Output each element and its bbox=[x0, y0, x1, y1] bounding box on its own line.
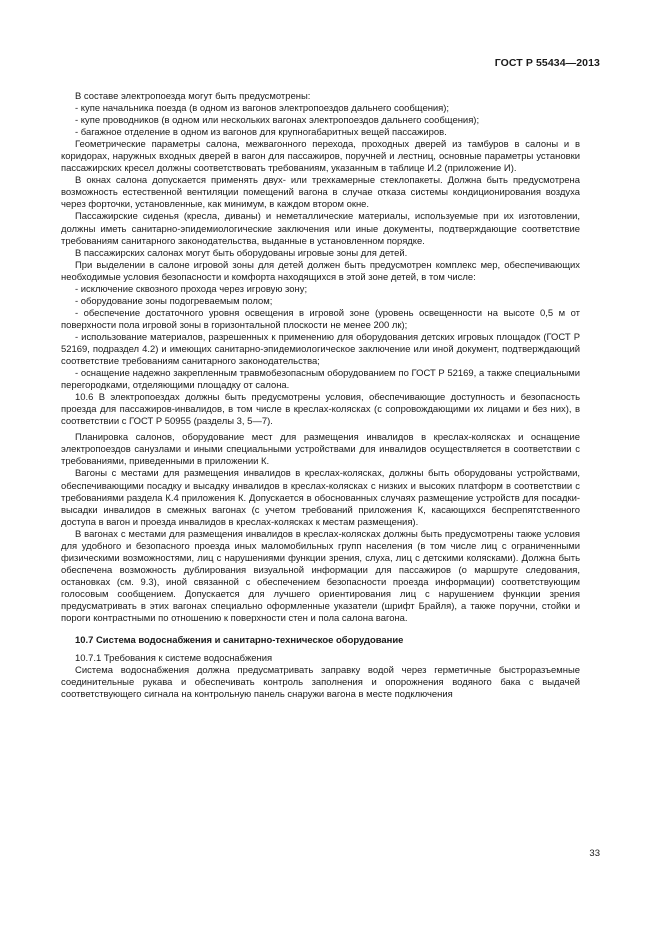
paragraph: Пассажирские сиденья (кресла, диваны) и неметаллические материалы, используемые при их изготовлении, должны иметь санитарно-эпидемиологические заключения или иные документы, подтверждающие соответствие требованиям санитарного законодательства, выданные в установленном порядке. bbox=[61, 211, 580, 247]
list-item: - купе проводников (в одном или нескольких вагонах электропоездов дальнего сообщения); bbox=[75, 115, 480, 127]
document-body bbox=[61, 91, 580, 701]
list-item: - исключение сквозного прохода через игровую зону; bbox=[75, 283, 308, 295]
list-item: - обеспечение достаточного уровня освещения в игровой зоне (уровень освещенности на высоте 0,5 м от поверхности пола игровой зоны в горизонтальной плоскости не менее 200 лк); bbox=[61, 307, 580, 331]
paragraph: В пассажирских салонах могут быть оборудованы игровые зоны для детей. bbox=[75, 247, 408, 259]
list-item: - оснащение надежно закрепленным травмобезопасным оборудованием по ГОСТ Р 52169, а также специальными перегородками, отделяющими площадку от салона. bbox=[61, 368, 580, 392]
paragraph: Система водоснабжения должна предусматривать заправку водой через герметичные быстроразъемные соединительные рукава и обеспечивать контроль заполнения и опорожнения водяного бака с выдачей соответствующего сигнала на контрольную панель снаружи вагона в месте подключения bbox=[61, 665, 580, 701]
paragraph: При выделении в салоне игровой зоны для детей должен быть предусмотрен комплекс мер, обеспечивающих необходимые условия безопасности и комфорта находящихся в этой зоне детей, в том числе: bbox=[61, 259, 580, 283]
paragraph-clause-10-6: 10.6 В электропоездах должны быть предусмотрены условия, обеспечивающие доступность и безопасность проезда для пассажиров-инвалидов, в том числе в креслах-колясках (с сопровождающими их лицами и без них), в соответствии с ГОСТ Р 50955 (разделы 3, 5—7). bbox=[61, 392, 580, 428]
list-item: - оборудование зоны подогреваемым полом; bbox=[75, 295, 273, 307]
document-code: ГОСТ Р 55434—2013 bbox=[494, 57, 600, 69]
section-heading: 10.7 Система водоснабжения и санитарно-техническое оборудование bbox=[75, 635, 404, 647]
subsection-title: 10.7.1 Требования к системе водоснабжения bbox=[75, 653, 273, 665]
page-number: 33 bbox=[589, 848, 600, 859]
paragraph: Планировка салонов, оборудование мест для размещения инвалидов в креслах-колясках и оснащение электропоездов санузлами и иными специальными устройствами для инвалидов осуществляется в соответствии с требованиями, приведенными в приложении К. bbox=[61, 432, 580, 468]
paragraph: Геометрические параметры салона, межвагонного перехода, проходных дверей из тамбуров в салоны и в коридорах, наружных входных дверей в вагон для пассажиров, поручней и лестниц, основные параметры установки пассажирских кресел должны соответствовать требованиям, указанным в таблице И.2 (приложение И). bbox=[61, 139, 580, 175]
paragraph: Вагоны с местами для размещения инвалидов в креслах-колясках, должны быть оборудованы устройствами, обеспечивающими посадку и высадку инвалидов в креслах-колясках с низких и высоких платформ в соответствии с требованиями раздела К.4 приложения К. Допускается в обоснованных случаях размещение устройств для посадки-высадки инвалидов в смежных вагонах (с учетом требований приложения К, касающихся беспрепятственного доступа в вагон и проезда инвалидов в креслах-колясках к местам размещения). bbox=[61, 468, 580, 528]
paragraph: В вагонах с местами для размещения инвалидов в креслах-колясках должны быть предусмотрены также условия для удобного и безопасного проезда иных маломобильных групп населения (в том числе лиц с ограниченными физическими возможностями, лиц с нарушениями функции зрения, слуха, лиц с детскими колясками). Должна быть обеспечена возможность дублирования визуальной информации для пассажиров (о маршруте следования, остановках (см. 9.3), иной связанной с обеспечением безопасности проезда информации) соответствующим голосовым сообщением. Допускается для лучшего ориентирования лиц с нарушением функции зрения предусматривать в этих вагонах специально оформленные указатели (шрифт Брайля), а также поручни, стойки и пороги контрастными по отношению к поверхности стен и пола салона вагона. bbox=[61, 528, 580, 625]
list-item: - купе начальника поезда (в одном из вагонов электропоездов дальнего сообщения); bbox=[75, 103, 450, 115]
paragraph: В составе электропоезда могут быть предусмотрены: bbox=[75, 91, 311, 102]
list-item: - использование материалов, разрешенных к применению для оборудования детских игровых площадок (ГОСТ Р 52169, подраздел 4.2) и имеющих санитарно-эпидемиологическое заключение или иной документ, подтверждающий соответствие требованиям санитарного законодательства; bbox=[61, 331, 580, 368]
list-item: - багажное отделение в одном из вагонов для крупногабаритных вещей пассажиров. bbox=[75, 127, 447, 139]
paragraph: В окнах салона допускается применять двух- или трехкамерные стеклопакеты. Должна быть предусмотрена возможность естественной вентиляции помещений вагона в случае отказа системы кондиционирования воздуха через форточки, установленные, как минимум, в каждом втором окне. bbox=[61, 175, 580, 211]
